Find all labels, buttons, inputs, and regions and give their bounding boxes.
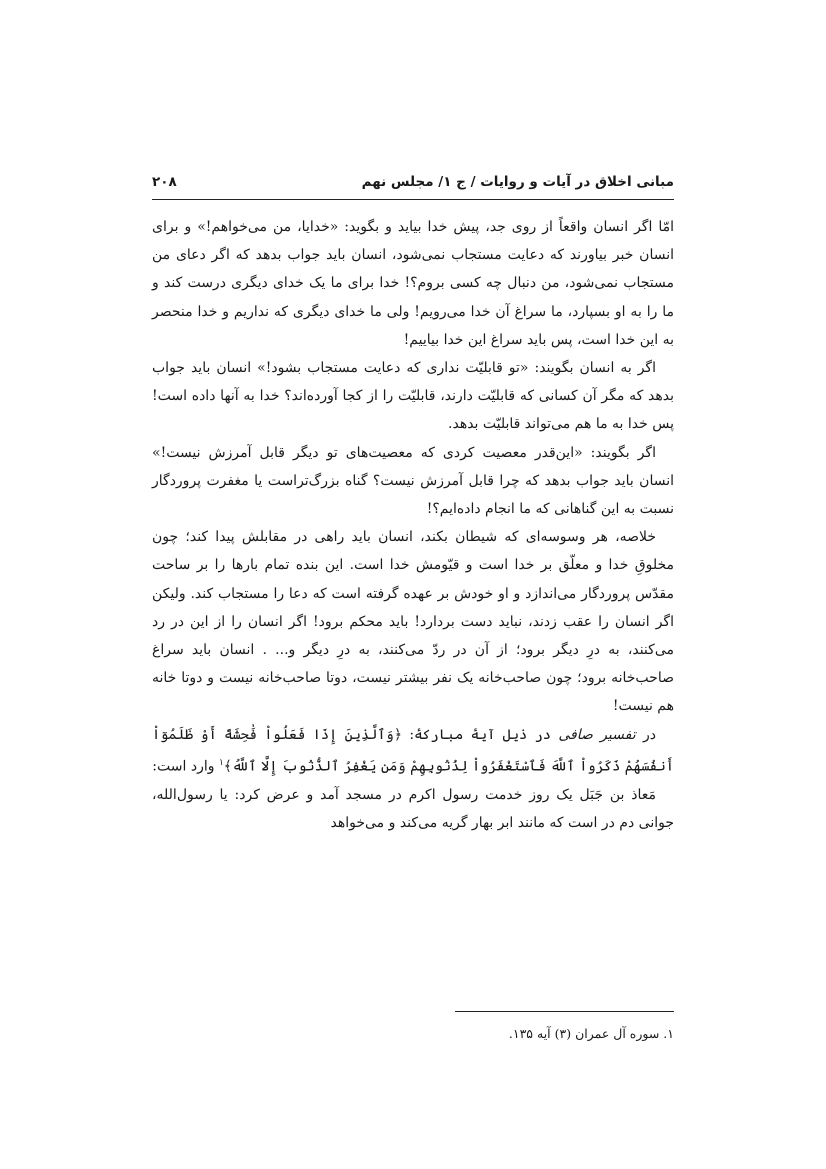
quran-verse: ﴿وَٱلَّذِينَ إِذَا فَعَلُواْ فَٰحِشَةً أَوْ ظَلَمُوٓاْ أَنفُسَهُمْ ذَكَرُواْ ٱللَّهَ فَٱسْتَغْفَرُواْ لِذُنُوبِهِمْ وَمَن يَغْفِرُ ٱلذُّنُوبَ إِلَّا ٱللَّهُ﴾ — [152, 726, 674, 775]
body-text — [152, 213, 674, 837]
paragraph-2: اگر به انسان بگویند: «تو قابلیّت نداری که دعایت مستجاب بشود!» انسان باید جواب بدهد که مگر آن کسانی که قابلیّت دارند، قابلیّت را از کجا آورده‌اند؟ خدا به آنها داده است! پس خدا به ما هم می‌تواند قابلیّت بدهد. — [152, 360, 674, 433]
paragraph-1: امّا اگر انسان واقعاً از روی جد، پیش خدا بیاید و بگوید: «خدایا، من می‌خواهم!» و برای انسان خبر بیاورند که دعایت مستجاب نمی‌شود، انسان باید جواب بدهد که اگر دعای من مستجاب نمی‌شود، من دنبال چه کسی بروم؟! خدا برای ما یک خدای دیگری درست کند و ما را به او بسپارد، ما سراغ آن خدا می‌رویم! ولی ما خدای دیگری که نداریم و خدا منحصر به این خدا است، پس باید سراغ این خدا بیاییم! — [152, 219, 674, 348]
paragraph-tafsir — [152, 721, 674, 781]
paragraph-last: مَعاذ بن جَبَل یک روز خدمت رسول اکرم در مسجد آمد و عرض کرد: یا رسول‌الله، جوانی دم در است که مانند ابر بهار گریه می‌کند و می‌خواهد — [152, 786, 674, 831]
book-title: تفسیر صافی — [558, 726, 636, 743]
page-number: ۲۰۸ — [152, 174, 177, 190]
running-title: مبانی اخلاق در آیات و روایات / ج ۱/ مجلس نهم — [361, 174, 674, 190]
footnote-divider — [455, 1011, 674, 1012]
tafsir-prefix: در — [635, 726, 656, 743]
tafsir-suffix: وارد است: — [152, 758, 219, 775]
paragraph-4: خلاصه، هر وسوسه‌ای که شیطان بکند، انسان باید راهی در مقابلش پیدا کند؛ چون مخلوقِ خدا و معلّق بر خدا است و قیّومش خدا است. این بنده تمام بارها را بر ساحت مقدّس پروردگار می‌اندازد و او خودش بر عهده گرفته است که دعا را مستجاب کند. ولیکن اگر انسان را عقب زدند، نباید دست بردارد! باید محکم برود! اگر انسان را از این در رد می‌کنند، به درِ دیگر برود؛ از آن در ردّ می‌کنند، به درِ دیگر و... . انسان باید سراغ صاحب‌خانه برود؛ چون صاحب‌خانه یک نفر بیشتر نیست، دوتا صاحب‌خانه نیست و دوتا خانه هم نیست! — [152, 529, 674, 715]
tafsir-middle: در ذیل آیهٔ مبارکهٔ: — [402, 726, 559, 743]
footnote-marker[interactable]: ۱ — [218, 757, 224, 768]
paragraph-3: اگر بگویند: «این‌قدر معصیت کردی که معصیت‌های تو دیگر قابل آمرزش نیست!» انسان باید جواب بدهد که چرا قابل آمرزش نیست؟ گناه بزرگ‌تراست یا مغفرت پروردگار نسبت به این گناهانی که ما انجام داده‌ایم؟! — [152, 444, 674, 518]
header-divider — [152, 199, 674, 200]
running-header — [152, 170, 674, 196]
footnote: ۱. سوره آل عمران (۳) آیه ۱۳۵. — [508, 1026, 674, 1041]
